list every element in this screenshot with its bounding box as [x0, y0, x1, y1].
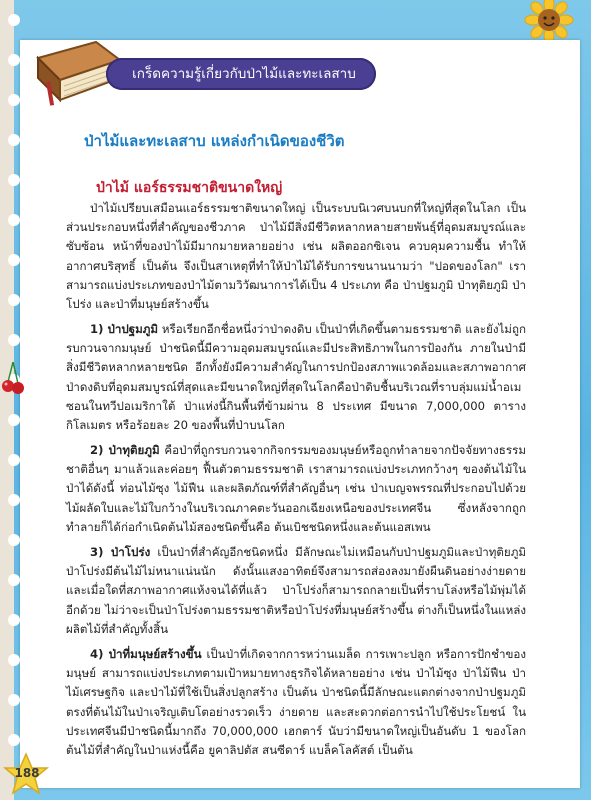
- paragraph-text: เป็นป่าที่เกิดจากการหว่านเมล็ด การเพาะปลูก หรือการปักชำของมนุษย์ สามารถแบ่งประเภทตามเป้าหมายทางธุรกิจได้หลายอย่าง เช่น ป่าไม้ซุง ป่าไม้ฟืน ป่าไม้เศรษฐกิจ และป่าไม้ที่ใช้เป็นสิ่งปลูกสร้าง เป็นต้น ป่าชนิดนี้มีลักษณะแตกต่างจากป่าปฐมภูมิตรงที่ต้นไม้ในป่าเจริญเติบโตอย่างรวดเร็ว ง่ายดาย และสะดวกต่อการนำไปใช้ประโยชน์ ในประเทศจีนมีป่าชนิดนี้มากถึง 70,000,000 เฮกตาร์ นับว่ามีขนาดใหญ่เป็นอันดับ 1 ของโลก ต้นไม้ที่สำคัญในป่าแห่งนี้คือ ยูคาลิปตัส สนซีดาร์ แบล็คโลคัสต์ เป็นต้น: [66, 647, 527, 758]
- page-number: 188: [14, 766, 40, 780]
- section-heading: ป่าไม้และทะเลสาบ แหล่งกำเนิดของชีวิต: [84, 132, 345, 150]
- paragraph-planted-forest: [66, 645, 526, 760]
- paragraph-lead: 4) ป่าที่มนุษย์สร้างขึ้น: [90, 647, 202, 661]
- scalloped-edge-decoration: [0, 0, 22, 800]
- paragraph-lead: 3) ป่าโปร่ง: [90, 545, 151, 559]
- paragraph-open-forest: [66, 543, 526, 639]
- paragraph-text: หรือเรียกอีกชื่อหนึ่งว่าป่าดงดิบ เป็นป่าที่เกิดขึ้นตามธรรมชาติ และยังไม่ถูกรบกวนจากมนุษย์ ป่าชนิดนี้มีความอุดมสมบูรณ์และมีประสิทธิภาพในการป้องกัน ภายในป่ามีสิ่งมีชีวิตหลากหลายชนิด อีกทั้งยังมีความสำคัญในการปกป้องสภาพแวดล้อมและสภาพอากาศ ป่าดงดิบที่อุดมสมบูรณ์ที่สุดและมีขนาดใหญ่ที่สุดในโลกคือป่าดิบชื้นบริเวณที่ราบลุ่มแม่น้ำอเมซอนในทวีปอเมริกาใต้ ป่าแห่งนี้กินพื้นที่ข้ามผ่าน 8 ประเทศ มีขนาด 7,000,000 ตารางกิโลเมตร หรือร้อยละ 20 ของพื้นที่ป่าบนโลก: [66, 322, 526, 433]
- paragraph-text: เป็นป่าที่สำคัญอีกชนิดหนึ่ง มีลักษณะไม่เหมือนกับป่าปฐมภูมิและป่าทุติยภูมิ ป่าโปร่งมีต้นไม้ไม่หนาแน่นนัก ดังนั้นแสงอาทิตย์จึงสามารถส่องลงมายังผืนดินอย่างง่ายดาย และเมื่อใดที่สภาพอากาศแห้งจนได้ที่แล้ว ป่าโปร่งก็สามารถกลายเป็นที่ราบโล่งหรือไม้พุ่มได้อีกด้วย ไม่ว่าจะเป็นป่าโปร่งตามธรรมชาติหรือป่าโปร่งที่มนุษย์สร้างขึ้น ต่างก็เป็นหนึ่งในแหล่งผลิตไม้ที่สำคัญทั้งสิ้น: [66, 545, 526, 636]
- paragraph-lead: 2) ป่าทุติยภูมิ: [90, 443, 160, 457]
- paragraph-secondary-forest: [66, 441, 526, 537]
- subheading: ป่าไม้ แอร์ธรรมชาติขนาดใหญ่: [96, 180, 283, 196]
- paragraph-lead: 1) ป่าปฐมภูมิ: [90, 322, 159, 336]
- paragraph-text: คือป่าที่ถูกรบกวนจากกิจกรรมของมนุษย์หรือถูกทำลายจากปัจจัยทางธรรมชาติอื่นๆ มาแล้วและค่อยๆ ฟื้นตัวตามธรรมชาติ เราสามารถแบ่งประเภทกว้างๆ ของต้นไม้ในป่าได้ดังนี้ ท่อนไม้ซุง ไม้ฟืน และผลิตภัณฑ์ที่สำคัญอื่นๆ เช่น ป่าเบญจพรรณที่ประกอบไปด้วยไม้ผลัดใบและไม้ใบกว้างในบริเวณภาคตะวันออกเฉียงเหนือของประเทศจีน ซึ่งหลังจากถูกทำลายก็ได้ก่อกำเนิดต้นไม้สองชนิดขึ้นคือ ต้นเบิชชนิดหนึ่งและต้นแอสเพน: [66, 443, 526, 534]
- paragraph-primary-forest: [66, 320, 526, 435]
- sunflower-icon: [524, 0, 574, 42]
- cherry-icon: [2, 360, 24, 396]
- paragraph-text: ป่าไม้เปรียบเสมือนแอร์ธรรมชาติขนาดใหญ่ เป็นระบบนิเวศบนบกที่ใหญ่ที่สุดในโลก เป็นส่วนประกอบหนึ่งที่สำคัญของชีวภาค ป่าไม้มีสิ่งมีชีวิตหลากหลายสายพันธุ์ที่อุดมสมบูรณ์และซับซ้อน หน้าที่ของป่าไม้มีมากมายหลายอย่าง เช่น ผลิตออกซิเจน ควบคุมความชื้น ทำให้อากาศบริสุทธิ์ เป็นต้น จึงเป็นสาเหตุที่ทำให้ป่าไม้ได้รับการขนานนามว่า "ปอดของโลก" เราสามารถแบ่งประเภทของป่าไม้ตามวิวัฒนาการได้เป็น 4 ประเภท คือ ป่าปฐมภูมิ ป่าทุติยภูมิ ป่าโปร่ง และป่าที่มนุษย์สร้างขึ้น: [66, 201, 526, 312]
- paragraph-intro: [66, 199, 526, 314]
- banner-title: เกร็ดความรู้เกี่ยวกับป่าไม้และทะเลสาบ: [132, 66, 356, 82]
